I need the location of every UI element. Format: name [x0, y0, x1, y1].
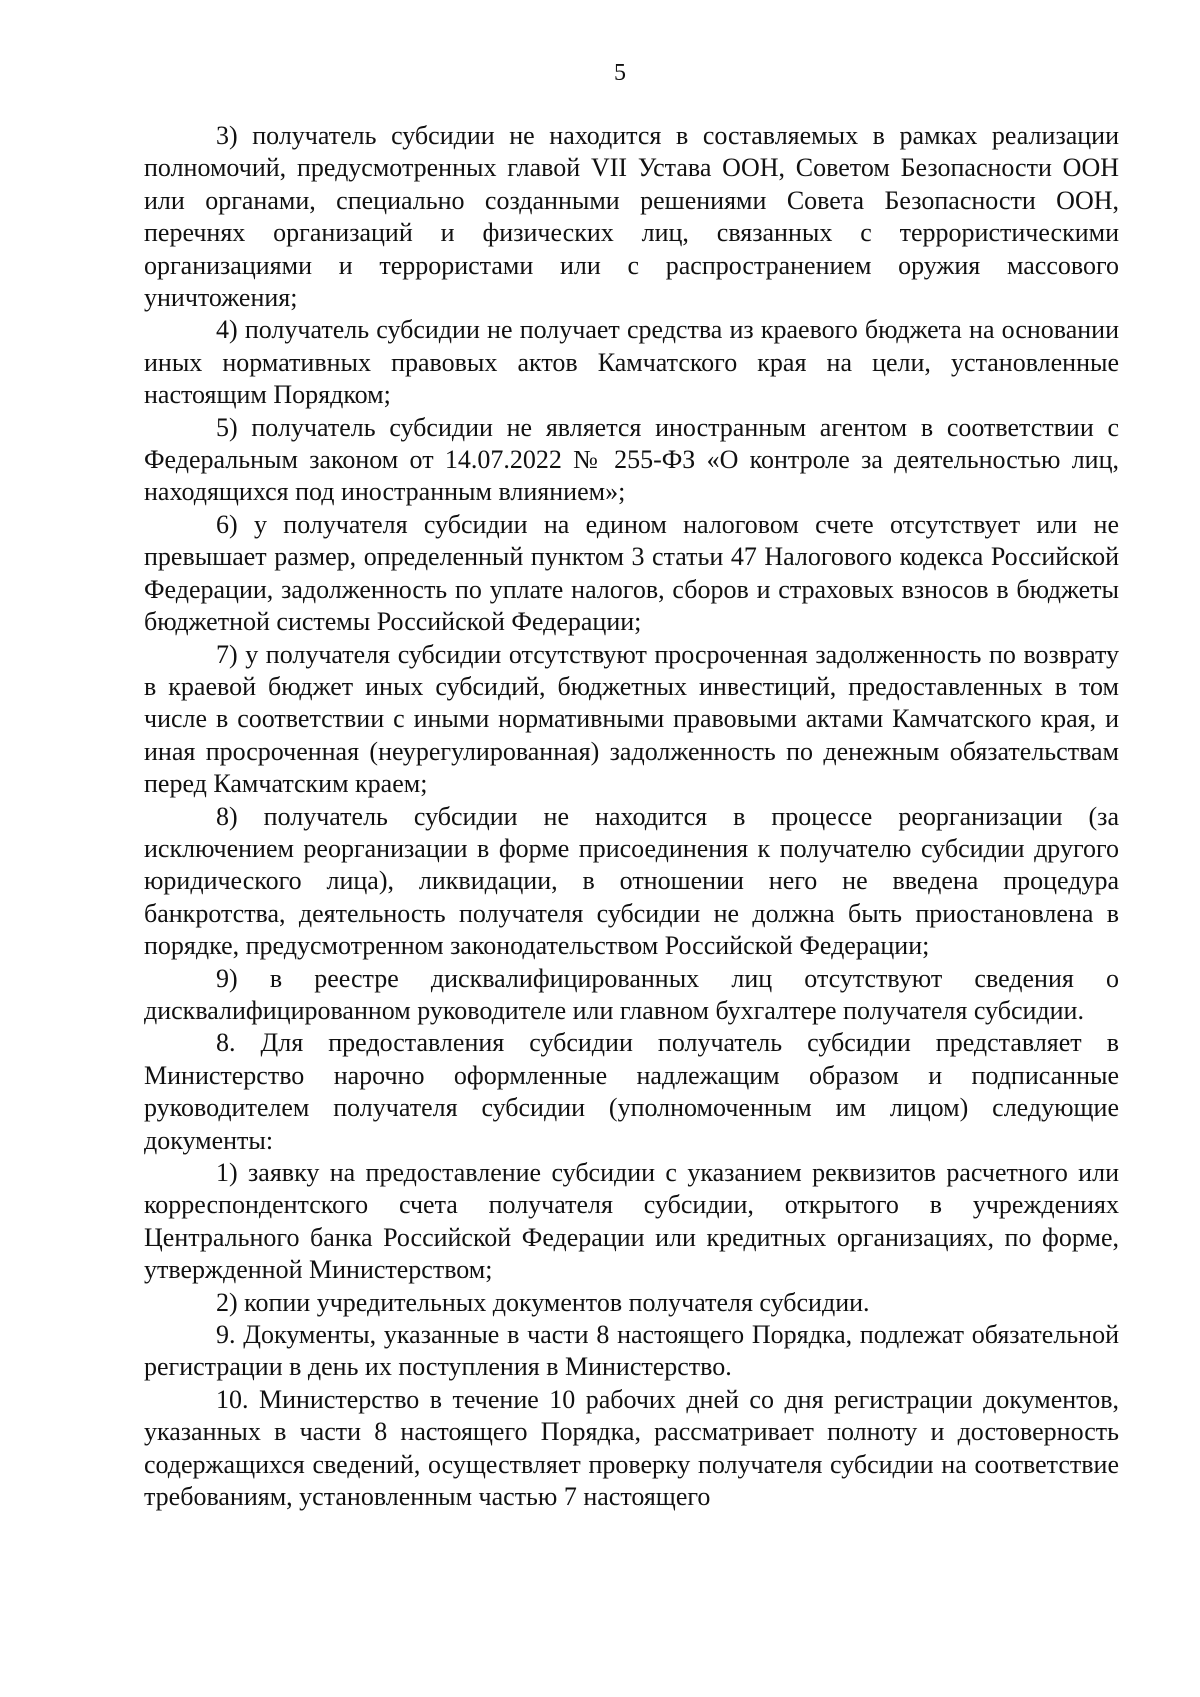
paragraph-item-7: 7) у получателя субсидии отсутствуют просроченная задолженность по возврату в краевой бюджет иных субсидий, бюджетных инвестиций, предоставленных в том числе в соответствии с иными нормативными правовыми актами Камчатского края, и иная просроченная (неурегулированная) задолженность по денежным обязательствам перед Камчатским краем; [144, 639, 1119, 799]
paragraph-item-4: 4) получатель субсидии не получает средства из краевого бюджета на основании иных нормативных правовых актов Камчатского края на цели, установленные настоящим Порядком; [144, 315, 1119, 410]
page-number: 5 [614, 60, 626, 86]
document-body [144, 120, 1119, 1513]
paragraph-part-8-item-2: 2) копии учредительных документов получателя субсидии. [216, 1287, 870, 1317]
paragraph-part-8-item-1: 1) заявку на предоставление субсидии с указанием реквизитов расчетного или корреспондентского счета получателя субсидии, открытого в учреждениях Центрального банка Российской Федерации или кредитных организациях, по форме, утвержденной Министерством; [144, 1158, 1119, 1285]
paragraph-item-8: 8) получатель субсидии не находится в процессе реорганизации (за исключением реорганизации в форме присоединения к получателю субсидии другого юридического лица), ликвидации, в отношении него не введена процедура банкротства, деятельность получателя субсидии не должна быть приостановлена в порядке, предусмотренном законодательством Российской Федерации; [144, 801, 1119, 961]
paragraph-part-10: 10. Министерство в течение 10 рабочих дней со дня регистрации документов, указанных в части 8 настоящего Порядка, рассматривает полноту и достоверность содержащихся сведений, осуществляет проверку получателя субсидии на соответствие требованиям, установленным частью 7 настоящего [144, 1384, 1119, 1512]
paragraph-item-3: 3) получатель субсидии не находится в составляемых в рамках реализации полномочий, предусмотренных главой VII Устава ООН, Советом Безопасности ООН или органами, специально созданными решениями Совета Безопасности ООН, перечнях организаций и физических лиц, связанных с террористическими организациями и террористами или с распространением оружия массового уничтожения; [144, 121, 1119, 313]
paragraph-part-8: 8. Для предоставления субсидии получатель субсидии представляет в Министерство нарочно оформленные надлежащим образом и подписанные руководителем получателя субсидии (уполномоченным им лицом) следующие документы: [144, 1028, 1119, 1155]
paragraph-item-5: 5) получатель субсидии не является иностранным агентом в соответствии с Федеральным законом от 14.07.2022 № 255-ФЗ «О контроле за деятельностью лиц, находящихся под иностранным влиянием»; [144, 412, 1119, 507]
paragraph-item-6: 6) у получателя субсидии на едином налоговом счете отсутствует или не превышает размер, определенный пунктом 3 статьи 47 Налогового кодекса Российской Федерации, задолженность по уплате налогов, сборов и страховых взносов в бюджеты бюджетной системы Российской Федерации; [144, 509, 1119, 637]
paragraph-part-9: 9. Документы, указанные в части 8 настоящего Порядка, подлежат обязательной регистрации в день их поступления в Министерство. [144, 1320, 1119, 1382]
paragraph-item-9: 9) в реестре дисквалифицированных лиц отсутствуют сведения о дисквалифицированном руководителе или главном бухгалтере получателя субсидии. [144, 963, 1119, 1025]
